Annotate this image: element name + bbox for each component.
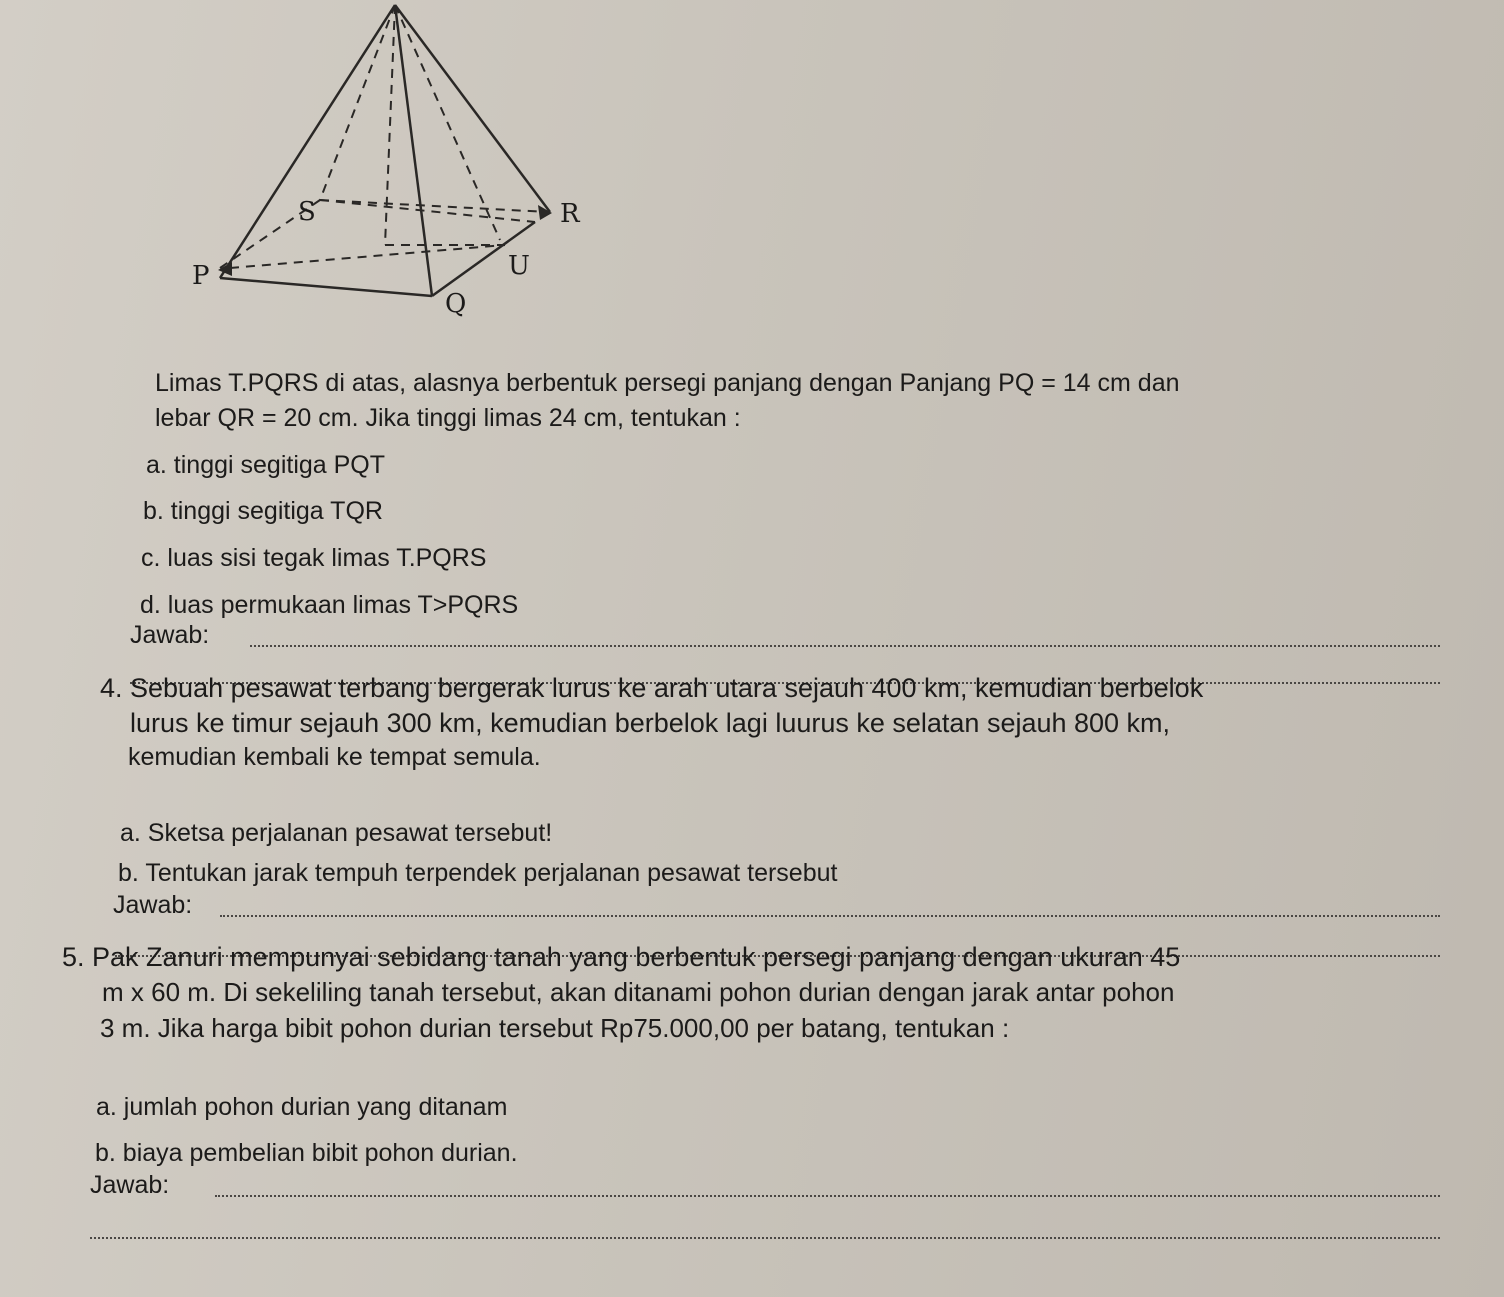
q3-intro-line2: lebar QR = 20 cm. Jika tinggi limas 24 cm, tentukan : [155,404,741,432]
q3-item-b: b. tinggi segitiga TQR [143,497,383,525]
q5-answer-line-2 [90,1237,1440,1239]
q3-item-d: d. luas permukaan limas T>PQRS [140,591,519,619]
label-r: R [560,199,580,229]
q4-line2: lurus ke timur sejauh 300 km, kemudian berbelok lagi luurus ke selatan sejauh 800 km, [130,708,1171,738]
q4-item-a: a. Sketsa perjalanan pesawat tersebut! [120,819,553,847]
q4-answer-label: Jawab: [113,891,193,919]
label-q: Q [445,289,467,319]
label-u: U [508,251,530,281]
label-p: P [192,261,210,291]
q4-item-b: b. Tentukan jarak tempuh terpendek perjalanan pesawat tersebut [118,859,838,887]
q4-answer-line-1 [220,915,1440,917]
q3-answer-line-1 [250,645,1440,647]
q3-item-a: a. tinggi segitiga PQT [146,451,386,479]
label-s: S [298,197,316,227]
q3-item-c: c. luas sisi tegak limas T.PQRS [141,544,487,572]
pyramid-figure [170,0,630,340]
edge-pu-hidden [230,245,505,268]
q4-line1: 4. Sebuah pesawat terbang bergerak lurus ke arah utara sejauh 400 km, kemudian berbelok [100,673,1204,703]
q5-line3: 3 m. Jika harga bibit pohon durian tersebut Rp75.000,00 per batang, tentukan : [100,1013,1010,1043]
q5-item-b: b. biaya pembelian bibit pohon durian. [95,1139,518,1167]
q5-answer-line-1 [215,1195,1440,1197]
q5-line1: 5. Pak Zanuri mempunyai sebidang tanah yang berbentuk persegi panjang dengan ukuran 45 [62,942,1181,972]
q3-answer-label: Jawab: [130,621,210,649]
diagonal-hidden [320,200,535,222]
edge-sr-hidden [320,200,548,212]
q5-answer-label: Jawab: [90,1171,170,1199]
q4-line3: kemudian kembali ke tempat semula. [128,743,541,771]
edge-pq [220,278,432,296]
height-line-hidden [385,5,395,245]
q5-item-a: a. jumlah pohon durian yang ditanam [96,1093,508,1121]
q5-line2: m x 60 m. Di sekeliling tanah tersebut, akan ditanami pohon durian dengan jarak antar pohon [102,977,1175,1007]
q3-intro-line1: Limas T.PQRS di atas, alasnya berbentuk persegi panjang dengan Panjang PQ = 14 cm dan [155,369,1180,397]
edge-tp [220,5,395,278]
